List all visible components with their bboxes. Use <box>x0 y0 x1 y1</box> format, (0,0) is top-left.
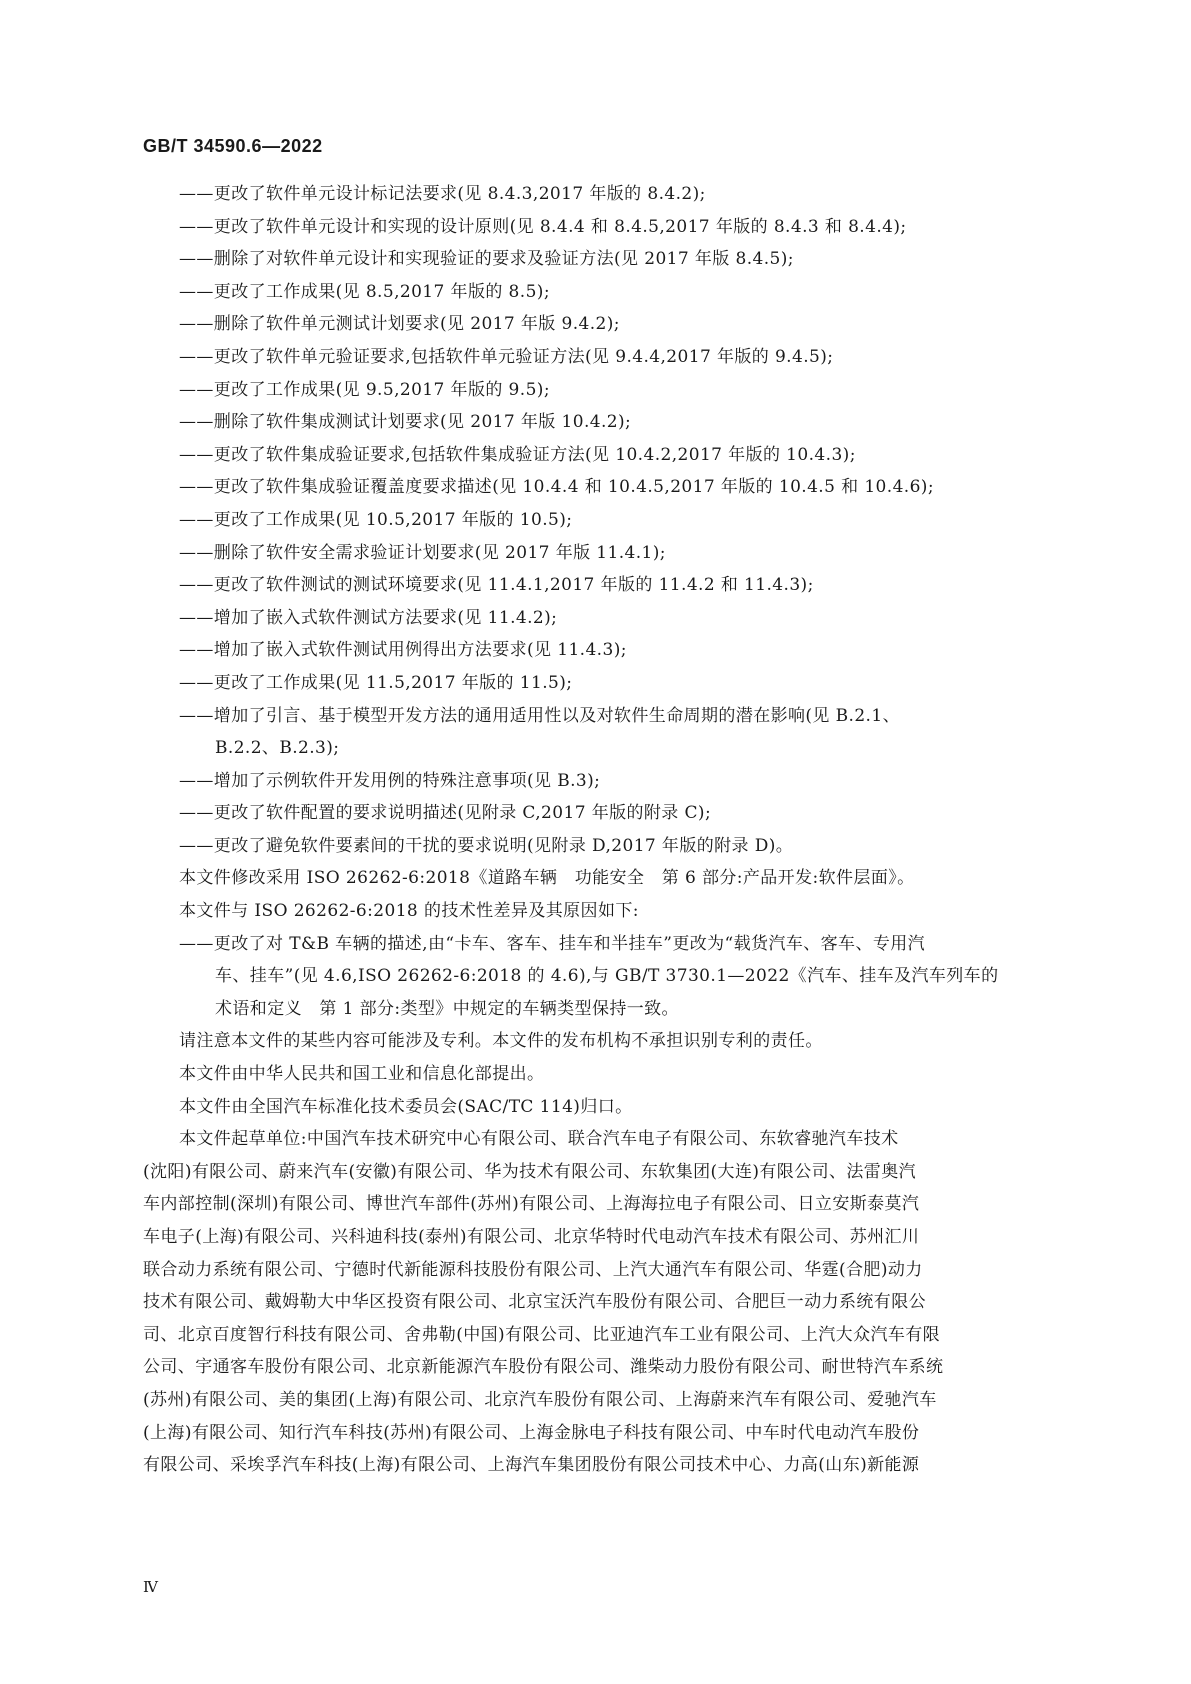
text-line: 公司、宇通客车股份有限公司、北京新能源汽车股份有限公司、潍柴动力股份有限公司、耐世特汽车系统 <box>143 1357 944 1378</box>
text-line: ——更改了避免软件要素间的干扰的要求说明(见附录 D,2017 年版的附录 D)。 <box>179 835 794 856</box>
text-line: (沈阳)有限公司、蔚来汽车(安徽)有限公司、华为技术有限公司、东软集团(大连)有限公司、法雷奥汽 <box>143 1161 916 1182</box>
text-line: ——更改了软件测试的测试环境要求(见 11.4.1,2017 年版的 11.4.2 和 11.4.3); <box>179 575 814 596</box>
text-line: ——删除了对软件单元设计和实现验证的要求及验证方法(见 2017 年版 8.4.5); <box>179 249 794 270</box>
text-line: ——增加了示例软件开发用例的特殊注意事项(见 B.3); <box>179 770 601 791</box>
page-number: Ⅳ <box>143 1578 158 1596</box>
text-line: 本文件由中华人民共和国工业和信息化部提出。 <box>179 1064 545 1085</box>
text-line: ——更改了工作成果(见 9.5,2017 年版的 9.5); <box>179 379 550 400</box>
text-line: ——更改了软件集成验证要求,包括软件集成验证方法(见 10.4.2,2017 年版的 10.4.3); <box>179 444 856 465</box>
text-line: 有限公司、采埃孚汽车科技(上海)有限公司、上海汽车集团股份有限公司技术中心、力高(山东)新能源 <box>143 1455 920 1476</box>
text-line: ——更改了软件单元设计和实现的设计原则(见 8.4.4 和 8.4.5,2017 年版的 8.4.3 和 8.4.4); <box>179 216 907 237</box>
text-line: 车、挂车”(见 4.6,ISO 26262-6:2018 的 4.6),与 GB/T 3730.1—2022《汽车、挂车及汽车列车的 <box>215 966 999 987</box>
text-line: ——更改了软件单元设计标记法要求(见 8.4.3,2017 年版的 8.4.2); <box>179 184 706 204</box>
text-line: ——更改了工作成果(见 11.5,2017 年版的 11.5); <box>179 672 573 693</box>
document-body <box>143 178 1048 1482</box>
text-line: (上海)有限公司、知行汽车科技(苏州)有限公司、上海金脉电子科技有限公司、中车时代电动汽车股份 <box>143 1422 920 1443</box>
document-id-header: GB/T 34590.6—2022 <box>143 136 323 156</box>
text-line: ——增加了嵌入式软件测试方法要求(见 11.4.2); <box>179 607 558 628</box>
text-line: ——更改了软件单元验证要求,包括软件单元验证方法(见 9.4.4,2017 年版的 9.4.5); <box>179 346 834 367</box>
text-line: ——增加了引言、基于模型开发方法的通用适用性以及对软件生命周期的潜在影响(见 B.2.1、 <box>179 705 900 726</box>
text-line: 本文件与 ISO 26262-6:2018 的技术性差异及其原因如下: <box>179 901 639 922</box>
text-line: ——增加了嵌入式软件测试用例得出方法要求(见 11.4.3); <box>179 640 627 661</box>
text-line: 车电子(上海)有限公司、兴科迪科技(泰州)有限公司、北京华特时代电动汽车技术有限公司、苏州汇川 <box>143 1227 920 1247</box>
text-line: 请注意本文件的某些内容可能涉及专利。本文件的发布机构不承担识别专利的责任。 <box>179 1031 823 1052</box>
text-line: ——删除了软件集成测试计划要求(见 2017 年版 10.4.2); <box>179 412 632 433</box>
text-line: ——删除了软件安全需求验证计划要求(见 2017 年版 11.4.1); <box>179 542 666 563</box>
text-line: ——更改了软件集成验证覆盖度要求描述(见 10.4.4 和 10.4.5,2017 年版的 10.4.5 和 10.4.6); <box>179 477 934 498</box>
text-line: 本文件修改采用 ISO 26262-6:2018《道路车辆 功能安全 第 6 部分:产品开发:软件层面》。 <box>179 868 915 889</box>
text-line: ——删除了软件单元测试计划要求(见 2017 年版 9.4.2); <box>179 314 620 335</box>
text-line: ——更改了工作成果(见 8.5,2017 年版的 8.5); <box>179 281 550 302</box>
text-line: 技术有限公司、戴姆勒大中华区投资有限公司、北京宝沃汽车股份有限公司、合肥巨一动力系统有限公 <box>143 1292 926 1313</box>
text-line: ——更改了工作成果(见 10.5,2017 年版的 10.5); <box>179 509 573 530</box>
text-line: 司、北京百度智行科技有限公司、舍弗勒(中国)有限公司、比亚迪汽车工业有限公司、上汽大众汽车有限 <box>143 1324 941 1345</box>
text-line: (苏州)有限公司、美的集团(上海)有限公司、北京汽车股份有限公司、上海蔚来汽车有限公司、爱驰汽车 <box>143 1389 937 1410</box>
text-line: ——更改了软件配置的要求说明描述(见附录 C,2017 年版的附录 C); <box>179 803 712 824</box>
text-line: ——更改了对 T&B 车辆的描述,由“卡车、客车、挂车和半挂车”更改为“载货汽车、客车、专用汽 <box>179 933 926 954</box>
text-line: 车内部控制(深圳)有限公司、博世汽车部件(苏州)有限公司、上海海拉电子有限公司、日立安斯泰莫汽 <box>143 1194 920 1215</box>
text-line: 术语和定义 第 1 部分:类型》中规定的车辆类型保持一致。 <box>215 998 679 1019</box>
text-line: 本文件由全国汽车标准化技术委员会(SAC/TC 114)归口。 <box>179 1096 633 1117</box>
text-line: 联合动力系统有限公司、宁德时代新能源科技股份有限公司、上汽大通汽车有限公司、华霆(合肥)动力 <box>143 1259 923 1280</box>
text-line: 本文件起草单位:中国汽车技术研究中心有限公司、联合汽车电子有限公司、东软睿驰汽车技术 <box>179 1129 899 1150</box>
text-line: B.2.2、B.2.3); <box>215 738 340 759</box>
